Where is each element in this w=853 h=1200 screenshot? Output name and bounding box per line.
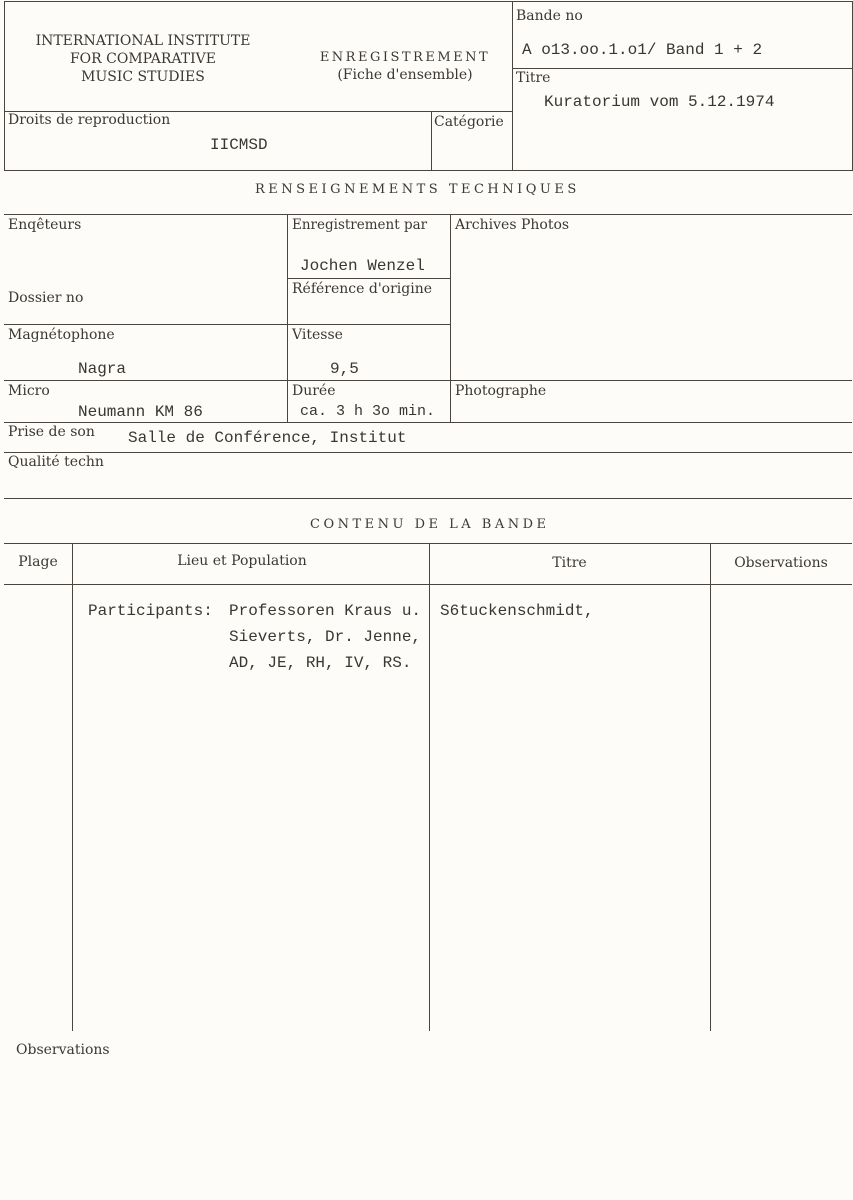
rule-tech-top — [4, 214, 852, 215]
rule-contents-header-top — [4, 543, 852, 544]
rule-prise-top — [4, 422, 852, 423]
categorie-label: Catégorie — [434, 114, 504, 130]
participants-line3: AD, JE, RH, IV, RS. — [229, 654, 412, 672]
record-type — [300, 50, 510, 83]
col-observations-header: Observations — [734, 555, 828, 571]
magnetophone-label: Magnétophone — [8, 327, 115, 343]
participants-line2: Sieverts, Dr. Jenne, — [229, 628, 422, 646]
duree-value: ca. 3 h 3o min. — [300, 403, 436, 420]
rule-left-top — [4, 1, 5, 171]
duree-label: Durée — [292, 383, 336, 399]
vitesse-value: 9,5 — [330, 360, 359, 378]
enregistrement-par-value: Jochen Wenzel — [300, 257, 425, 275]
micro-value: Neumann KM 86 — [78, 403, 203, 421]
rule-tech-col2 — [450, 214, 451, 422]
technical-heading: RENSEIGNEMENTS TECHNIQUES — [255, 182, 580, 197]
institute-name — [8, 32, 278, 86]
rule-header-bottom — [4, 170, 852, 171]
rule-bande-bottom — [512, 68, 852, 69]
qualite-label: Qualité techn — [8, 454, 104, 470]
prise-label: Prise de son — [8, 424, 95, 440]
dossier-label: Dossier no — [8, 290, 84, 306]
magnetophone-value: Nagra — [78, 360, 127, 378]
rule-col-plage — [72, 543, 73, 1031]
institute-line2: FOR COMPARATIVE — [69, 51, 217, 67]
col-lieu-header: Lieu et Population — [177, 553, 307, 569]
rule-top — [4, 1, 852, 2]
contents-heading: CONTENU DE LA BANDE — [310, 517, 550, 532]
rule-qualite-top — [4, 452, 852, 453]
record-type-title: ENREGISTREMENT — [319, 50, 491, 65]
rule-col-titre — [710, 543, 711, 1031]
rule-header-divider — [512, 1, 513, 171]
micro-label: Micro — [8, 383, 50, 399]
reference-label: Référence d'origine — [292, 281, 433, 297]
col-titre-header: Titre — [552, 555, 587, 571]
titre-value: Kuratorium vom 5.12.1974 — [544, 93, 775, 111]
institute-line1: INTERNATIONAL INSTITUTE — [35, 33, 251, 49]
droits-label: Droits de reproduction — [8, 112, 171, 128]
enqueteurs-label: Enqêteurs — [8, 217, 82, 233]
droits-value: IICMSD — [210, 136, 268, 154]
rule-micro-top — [4, 380, 852, 381]
record-type-subtitle: (Fiche d'ensemble) — [337, 67, 473, 83]
vitesse-label: Vitesse — [292, 327, 343, 343]
rule-tech-col1 — [287, 214, 288, 422]
bande-label: Bande no — [516, 8, 583, 24]
archives-photos-label: Archives Photos — [455, 217, 570, 233]
rule-contents-header-bottom — [4, 584, 852, 585]
participants-line1: Professoren Kraus u. — [229, 602, 422, 620]
institute-line3: MUSIC STUDIES — [81, 69, 205, 85]
prise-value: Salle de Conférence, Institut — [128, 429, 407, 447]
titre-entry: S6tuckenschmidt, — [440, 602, 594, 620]
rule-magneto-top — [4, 324, 450, 325]
observations-label: Observations — [16, 1042, 110, 1058]
enregistrement-par-label: Enregistrement par — [292, 217, 428, 233]
photographe-label: Photographe — [455, 383, 547, 399]
bande-value: A o13.oo.1.o1/ Band 1 + 2 — [522, 41, 763, 59]
rule-ref-top — [287, 278, 450, 279]
titre-label: Titre — [516, 70, 551, 86]
col-plage-header: Plage — [18, 554, 58, 570]
rule-col-lieu — [429, 543, 430, 1031]
rule-categorie-left — [431, 111, 432, 171]
participants-prefix: Participants: — [88, 602, 213, 620]
rule-qualite-bottom — [4, 498, 852, 499]
